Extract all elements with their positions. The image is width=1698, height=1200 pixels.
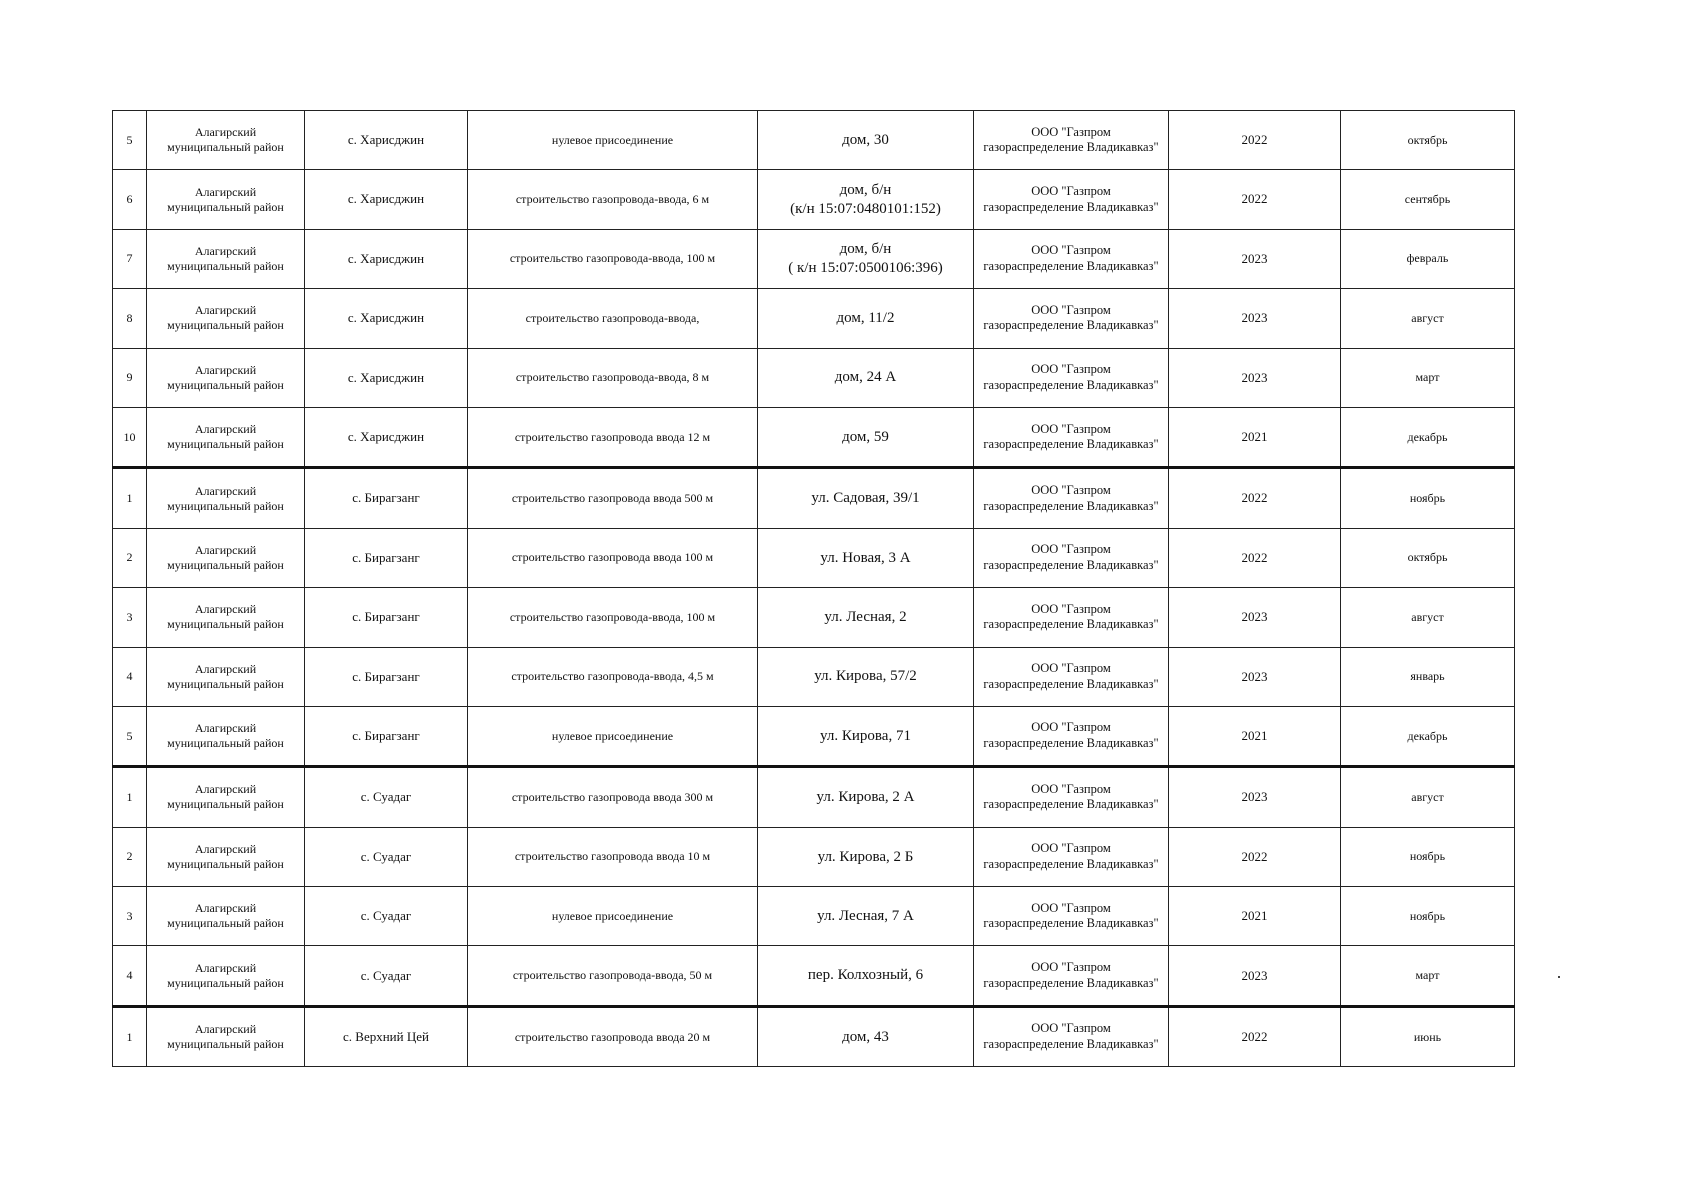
- cell-year: 2023: [1169, 946, 1341, 1006]
- cell-row-number: 7: [113, 229, 147, 288]
- cell-address-line: дом, 11/2: [836, 309, 895, 326]
- cell-settlement: с. Верхний Цей: [305, 1006, 468, 1066]
- cell-work-type: строительство газопровода ввода 100 м: [468, 528, 758, 587]
- cell-month: октябрь: [1341, 528, 1515, 587]
- cell-organization-line: ООО "Газпром: [1031, 421, 1111, 436]
- cell-row-number: 5: [113, 706, 147, 766]
- cell-district-line: муниципальный район: [167, 557, 284, 572]
- cell-work-type: строительство газопровода-ввода, 50 м: [468, 946, 758, 1006]
- cell-organization-line: ООО "Газпром: [1031, 362, 1111, 377]
- cell-address: [758, 528, 974, 587]
- cell-month: март: [1341, 348, 1515, 407]
- cell-row-number: 1: [113, 468, 147, 528]
- cell-settlement: с. Суадаг: [305, 946, 468, 1006]
- cell-settlement: с. Харисджин: [305, 229, 468, 288]
- cell-organization: [974, 588, 1169, 647]
- cell-organization-line: ООО "Газпром: [1031, 960, 1111, 975]
- cell-year: 2022: [1169, 1006, 1341, 1066]
- cell-year: 2023: [1169, 229, 1341, 288]
- cell-organization: [974, 827, 1169, 886]
- cell-district-line: муниципальный район: [167, 258, 284, 273]
- cell-district-line: Алагирский: [194, 125, 257, 140]
- cell-district: [147, 111, 305, 170]
- cell-organization: [974, 767, 1169, 827]
- cell-organization-line: ООО "Газпром: [1031, 720, 1111, 735]
- cell-district-line: Алагирский: [194, 362, 257, 377]
- cell-month: август: [1341, 289, 1515, 348]
- cell-work-type: строительство газопровода ввода 300 м: [468, 767, 758, 827]
- table-row: [113, 170, 1515, 229]
- cell-organization: [974, 348, 1169, 407]
- cell-settlement: с. Бирагзанг: [305, 647, 468, 706]
- table-row: [113, 1006, 1515, 1066]
- cell-district-line: муниципальный район: [167, 975, 284, 990]
- cell-month: январь: [1341, 647, 1515, 706]
- cell-district-line: Алагирский: [194, 422, 257, 437]
- cell-year: 2021: [1169, 407, 1341, 467]
- cell-address: [758, 767, 974, 827]
- cell-address: [758, 827, 974, 886]
- cell-work-type: нулевое присоединение: [468, 706, 758, 766]
- table-row: [113, 588, 1515, 647]
- cell-month: октябрь: [1341, 111, 1515, 170]
- cell-year: 2023: [1169, 289, 1341, 348]
- cell-work-type: строительство газопровода-ввода, 6 м: [468, 170, 758, 229]
- cell-month: ноябрь: [1341, 468, 1515, 528]
- cell-address: [758, 1006, 974, 1066]
- cell-work-type: строительство газопровода ввода 20 м: [468, 1006, 758, 1066]
- cell-settlement: с. Бирагзанг: [305, 468, 468, 528]
- cell-organization: [974, 946, 1169, 1006]
- cell-district-line: Алагирский: [194, 841, 257, 856]
- cell-organization-line: газораспределение Владикавказ": [983, 856, 1159, 871]
- cell-address-line: ул. Лесная, 7 А: [817, 907, 914, 924]
- cell-month: июнь: [1341, 1006, 1515, 1066]
- cell-organization-line: ООО "Газпром: [1031, 900, 1111, 915]
- cell-address-line: дом, б/н: [839, 241, 892, 258]
- cell-district-line: Алагирский: [194, 661, 257, 676]
- table-row: [113, 111, 1515, 170]
- cell-address-line: ул. Кирова, 2 А: [816, 789, 915, 806]
- cell-district-line: муниципальный район: [167, 676, 284, 691]
- cell-address-line: ул. Кирова, 71: [820, 727, 911, 744]
- cell-row-number: 6: [113, 170, 147, 229]
- cell-organization-line: ООО "Газпром: [1031, 1021, 1111, 1036]
- gasification-schedule-sheet: [112, 110, 1514, 1067]
- cell-settlement: с. Суадаг: [305, 827, 468, 886]
- cell-district-line: муниципальный район: [167, 437, 284, 452]
- cell-settlement: с. Бирагзанг: [305, 528, 468, 587]
- cell-district: [147, 887, 305, 946]
- cell-district: [147, 289, 305, 348]
- cell-organization-line: газораспределение Владикавказ": [983, 1037, 1159, 1052]
- table-row: [113, 706, 1515, 766]
- cell-month: декабрь: [1341, 706, 1515, 766]
- cell-district: [147, 348, 305, 407]
- cell-organization: [974, 229, 1169, 288]
- table-row: [113, 229, 1515, 288]
- cell-work-type: строительство газопровода ввода 12 м: [468, 407, 758, 467]
- cell-district: [147, 170, 305, 229]
- cell-month: август: [1341, 588, 1515, 647]
- cell-row-number: 5: [113, 111, 147, 170]
- cell-settlement: с. Харисджин: [305, 111, 468, 170]
- cell-work-type: строительство газопровода ввода 500 м: [468, 468, 758, 528]
- cell-district-line: муниципальный район: [167, 199, 284, 214]
- cell-address: [758, 407, 974, 467]
- cell-organization-line: ООО "Газпром: [1031, 482, 1111, 497]
- cell-district: [147, 647, 305, 706]
- cell-row-number: 1: [113, 767, 147, 827]
- cell-address-line: ( к/н 15:07:0500106:396): [788, 259, 943, 276]
- cell-district-line: Алагирский: [194, 542, 257, 557]
- cell-district-line: Алагирский: [194, 243, 257, 258]
- cell-organization: [974, 111, 1169, 170]
- cell-organization-line: газораспределение Владикавказ": [983, 617, 1159, 632]
- cell-address-line: ул. Кирова, 57/2: [814, 668, 917, 685]
- cell-month: декабрь: [1341, 407, 1515, 467]
- cell-organization-line: газораспределение Владикавказ": [983, 975, 1159, 990]
- cell-settlement: с. Суадаг: [305, 767, 468, 827]
- cell-row-number: 3: [113, 887, 147, 946]
- cell-district: [147, 1006, 305, 1066]
- cell-organization-line: газораспределение Владикавказ": [983, 736, 1159, 751]
- cell-year: 2023: [1169, 348, 1341, 407]
- cell-month: март: [1341, 946, 1515, 1006]
- cell-organization-line: газораспределение Владикавказ": [983, 318, 1159, 333]
- cell-organization-line: газораспределение Владикавказ": [983, 437, 1159, 452]
- cell-organization-line: ООО "Газпром: [1031, 542, 1111, 557]
- cell-settlement: с. Харисджин: [305, 407, 468, 467]
- table-row: [113, 528, 1515, 587]
- cell-row-number: 2: [113, 827, 147, 886]
- cell-year: 2021: [1169, 706, 1341, 766]
- cell-address-line: (к/н 15:07:0480101:152): [790, 200, 941, 217]
- cell-district-line: муниципальный район: [167, 736, 284, 751]
- cell-row-number: 1: [113, 1006, 147, 1066]
- cell-address: [758, 348, 974, 407]
- cell-district: [147, 706, 305, 766]
- table-row: [113, 289, 1515, 348]
- cell-month: август: [1341, 767, 1515, 827]
- cell-organization-line: газораспределение Владикавказ": [983, 258, 1159, 273]
- cell-settlement: с. Бирагзанг: [305, 706, 468, 766]
- table-body: [113, 111, 1515, 1067]
- cell-organization-line: ООО "Газпром: [1031, 124, 1111, 139]
- cell-organization: [974, 289, 1169, 348]
- cell-address: [758, 588, 974, 647]
- cell-address: [758, 887, 974, 946]
- cell-address-line: ул. Кирова, 2 Б: [817, 848, 914, 865]
- cell-year: 2022: [1169, 827, 1341, 886]
- table-row: [113, 887, 1515, 946]
- cell-settlement: с. Суадаг: [305, 887, 468, 946]
- scan-speck: [1558, 976, 1560, 978]
- cell-settlement: с. Бирагзанг: [305, 588, 468, 647]
- cell-organization: [974, 407, 1169, 467]
- cell-work-type: строительство газопровода ввода 10 м: [468, 827, 758, 886]
- cell-organization-line: ООО "Газпром: [1031, 183, 1111, 198]
- cell-year: 2023: [1169, 588, 1341, 647]
- cell-district-line: муниципальный район: [167, 318, 284, 333]
- table-row: [113, 468, 1515, 528]
- cell-address: [758, 647, 974, 706]
- cell-district-line: Алагирский: [194, 1022, 257, 1037]
- cell-year: 2022: [1169, 468, 1341, 528]
- table-row: [113, 767, 1515, 827]
- cell-address: [758, 111, 974, 170]
- cell-organization-line: газораспределение Владикавказ": [983, 377, 1159, 392]
- cell-organization-line: газораспределение Владикавказ": [983, 676, 1159, 691]
- cell-district-line: Алагирский: [194, 303, 257, 318]
- cell-organization-line: газораспределение Владикавказ": [983, 557, 1159, 572]
- cell-organization-line: газораспределение Владикавказ": [983, 498, 1159, 513]
- cell-district: [147, 407, 305, 467]
- cell-row-number: 3: [113, 588, 147, 647]
- cell-year: 2022: [1169, 111, 1341, 170]
- cell-district-line: Алагирский: [194, 721, 257, 736]
- cell-address-line: дом, 24 А: [834, 369, 897, 386]
- cell-district-line: Алагирский: [194, 901, 257, 916]
- cell-settlement: с. Харисджин: [305, 289, 468, 348]
- cell-organization-line: газораспределение Владикавказ": [983, 797, 1159, 812]
- cell-year: 2023: [1169, 647, 1341, 706]
- cell-organization-line: ООО "Газпром: [1031, 302, 1111, 317]
- cell-district-line: Алагирский: [194, 483, 257, 498]
- cell-address: [758, 289, 974, 348]
- cell-work-type: строительство газопровода-ввода, 100 м: [468, 229, 758, 288]
- cell-district-line: муниципальный район: [167, 1037, 284, 1052]
- table-row: [113, 647, 1515, 706]
- cell-address-line: дом, 30: [842, 131, 889, 148]
- table-row: [113, 348, 1515, 407]
- cell-organization-line: ООО "Газпром: [1031, 661, 1111, 676]
- cell-organization: [974, 887, 1169, 946]
- cell-district-line: муниципальный район: [167, 916, 284, 931]
- cell-organization-line: ООО "Газпром: [1031, 601, 1111, 616]
- cell-district-line: Алагирский: [194, 782, 257, 797]
- cell-address: [758, 229, 974, 288]
- cell-organization-line: газораспределение Владикавказ": [983, 199, 1159, 214]
- cell-year: 2021: [1169, 887, 1341, 946]
- cell-address-line: ул. Новая, 3 А: [820, 549, 911, 566]
- cell-row-number: 2: [113, 528, 147, 587]
- cell-month: ноябрь: [1341, 827, 1515, 886]
- cell-organization-line: газораспределение Владикавказ": [983, 916, 1159, 931]
- table-row: [113, 827, 1515, 886]
- cell-year: 2022: [1169, 528, 1341, 587]
- cell-row-number: 9: [113, 348, 147, 407]
- cell-address-line: пер. Колхозный, 6: [807, 967, 924, 984]
- cell-organization: [974, 706, 1169, 766]
- cell-settlement: с. Харисджин: [305, 170, 468, 229]
- cell-row-number: 4: [113, 647, 147, 706]
- cell-address-line: ул. Лесная, 2: [824, 608, 907, 625]
- cell-address-line: ул. Садовая, 39/1: [811, 490, 920, 507]
- cell-address: [758, 468, 974, 528]
- cell-address-line: дом, б/н: [839, 181, 892, 198]
- cell-work-type: строительство газопровода-ввода, 100 м: [468, 588, 758, 647]
- cell-organization: [974, 170, 1169, 229]
- cell-district-line: муниципальный район: [167, 617, 284, 632]
- cell-district-line: Алагирский: [194, 184, 257, 199]
- cell-address-line: дом, 59: [842, 428, 889, 445]
- cell-organization: [974, 647, 1169, 706]
- cell-address: [758, 170, 974, 229]
- cell-organization-line: ООО "Газпром: [1031, 243, 1111, 258]
- table-row: [113, 407, 1515, 467]
- cell-district-line: муниципальный район: [167, 377, 284, 392]
- cell-row-number: 8: [113, 289, 147, 348]
- cell-district: [147, 827, 305, 886]
- cell-work-type: нулевое присоединение: [468, 887, 758, 946]
- cell-organization-line: газораспределение Владикавказ": [983, 140, 1159, 155]
- cell-district-line: Алагирский: [194, 960, 257, 975]
- cell-district: [147, 468, 305, 528]
- cell-district-line: муниципальный район: [167, 498, 284, 513]
- cell-district: [147, 229, 305, 288]
- cell-district: [147, 588, 305, 647]
- cell-address-line: дом, 43: [842, 1028, 889, 1045]
- cell-district-line: муниципальный район: [167, 856, 284, 871]
- cell-settlement: с. Харисджин: [305, 348, 468, 407]
- cell-row-number: 4: [113, 946, 147, 1006]
- cell-month: февраль: [1341, 229, 1515, 288]
- cell-address: [758, 946, 974, 1006]
- cell-organization: [974, 528, 1169, 587]
- cell-month: сентябрь: [1341, 170, 1515, 229]
- cell-district: [147, 767, 305, 827]
- cell-work-type: строительство газопровода-ввода, 8 м: [468, 348, 758, 407]
- table-row: [113, 946, 1515, 1006]
- cell-work-type: нулевое присоединение: [468, 111, 758, 170]
- cell-organization: [974, 1006, 1169, 1066]
- cell-district: [147, 528, 305, 587]
- cell-organization: [974, 468, 1169, 528]
- cell-district-line: муниципальный район: [167, 797, 284, 812]
- cell-organization-line: ООО "Газпром: [1031, 841, 1111, 856]
- gasification-table: [112, 110, 1515, 1067]
- cell-work-type: строительство газопровода-ввода,: [468, 289, 758, 348]
- cell-year: 2022: [1169, 170, 1341, 229]
- cell-district: [147, 946, 305, 1006]
- cell-district-line: Алагирский: [194, 602, 257, 617]
- cell-organization-line: ООО "Газпром: [1031, 781, 1111, 796]
- cell-row-number: 10: [113, 407, 147, 467]
- cell-month: ноябрь: [1341, 887, 1515, 946]
- cell-district-line: муниципальный район: [167, 140, 284, 155]
- cell-address: [758, 706, 974, 766]
- cell-year: 2023: [1169, 767, 1341, 827]
- cell-work-type: строительство газопровода-ввода, 4,5 м: [468, 647, 758, 706]
